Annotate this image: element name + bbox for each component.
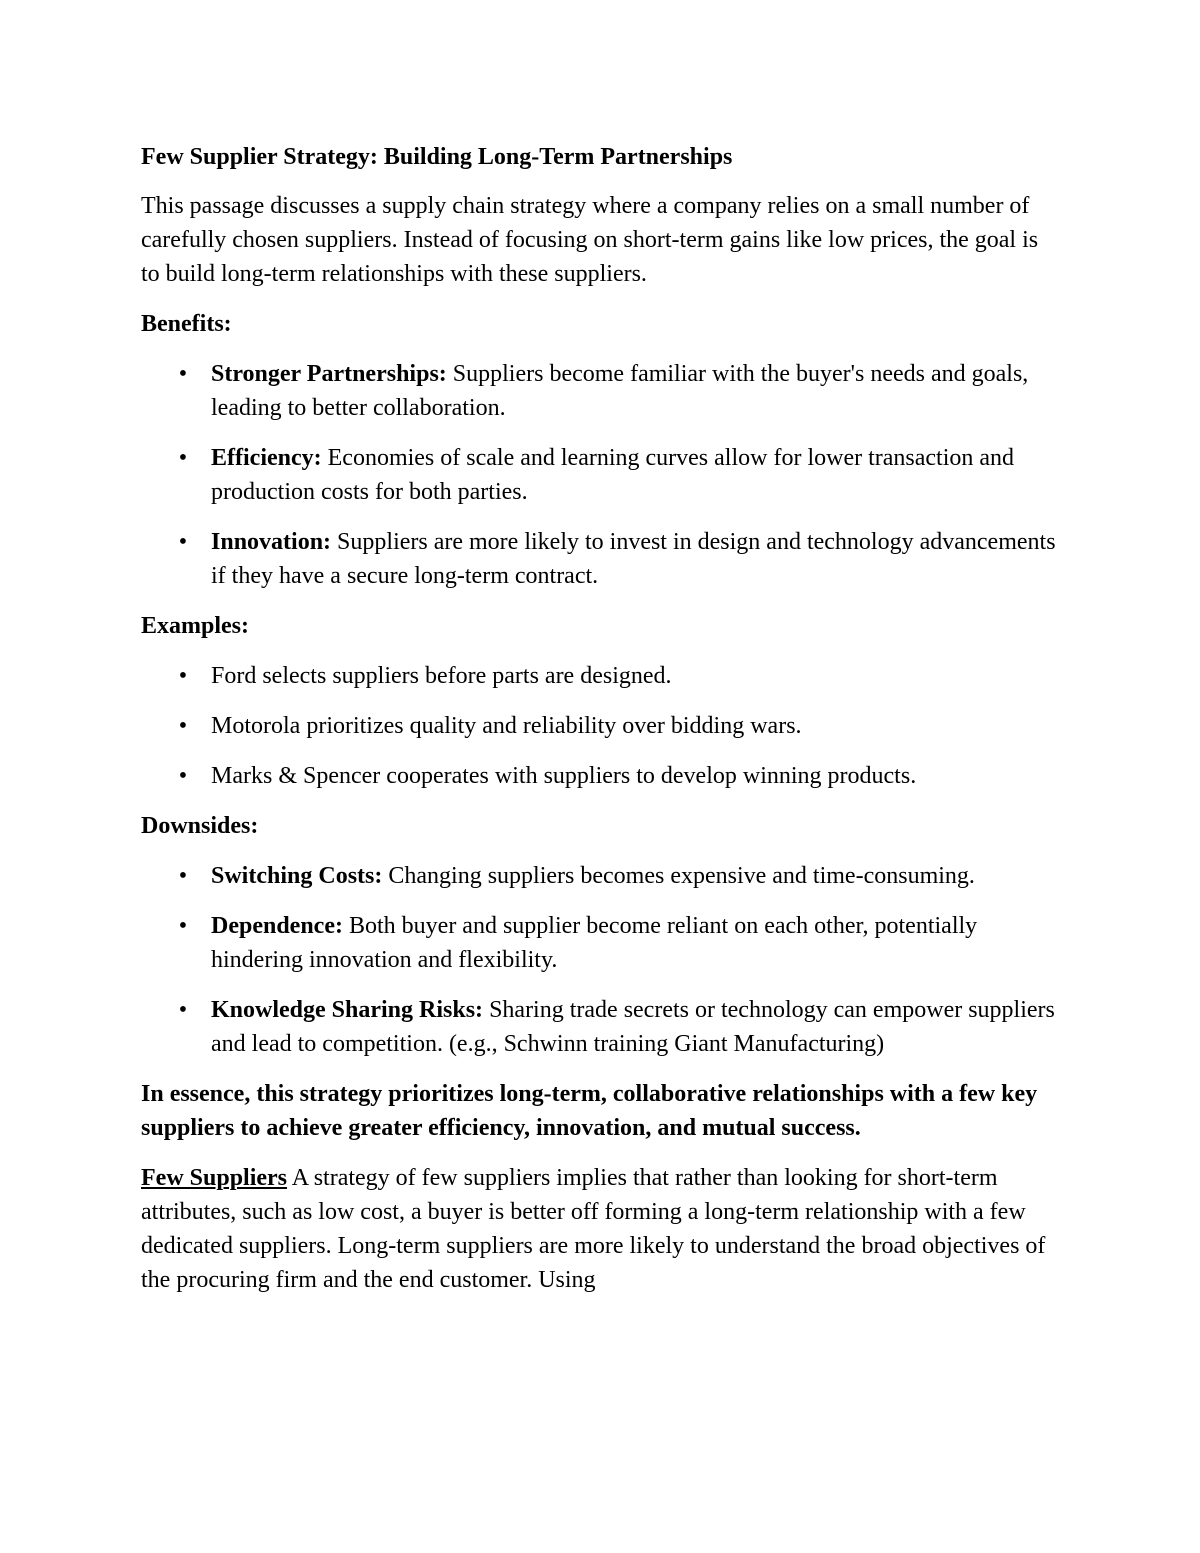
example-text: Marks & Spencer cooperates with suppliers to develop winning products. (211, 763, 917, 789)
bullet-icon: • (178, 529, 188, 555)
closing-paragraph (141, 1161, 1061, 1297)
list-item (141, 441, 1061, 509)
benefit-term: Stronger Partnerships: (211, 361, 447, 387)
bullet-icon: • (178, 763, 188, 789)
bullet-icon: • (178, 445, 188, 471)
benefits-list (141, 357, 1061, 593)
benefit-text: Economies of scale and learning curves allow for lower transaction and production costs for both parties. (211, 445, 1015, 505)
list-item (141, 709, 1061, 743)
bullet-icon: • (178, 713, 188, 739)
downside-term: Dependence: (211, 913, 343, 939)
benefit-term: Innovation: (211, 529, 332, 555)
list-item (141, 993, 1061, 1061)
bullet-icon: • (178, 663, 188, 689)
benefit-text: Suppliers are more likely to invest in design and technology advancements if they have a secure long-term contract. (211, 529, 1056, 589)
list-item (141, 525, 1061, 593)
bullet-icon: • (178, 361, 188, 387)
bullet-icon: • (178, 863, 188, 889)
closing-term: Few Suppliers (141, 1165, 288, 1191)
downside-term: Switching Costs: (211, 863, 383, 889)
example-text: Ford selects suppliers before parts are designed. (211, 663, 672, 689)
downside-text: Both buyer and supplier become reliant on each other, potentially hindering innovation and flexibility. (211, 913, 978, 973)
downside-text: Changing suppliers becomes expensive and time-consuming. (382, 863, 975, 889)
list-item (141, 659, 1061, 693)
closing-text: A strategy of few suppliers implies that rather than looking for short-term attributes, such as low cost, a buyer is better off forming a long-term relationship with a few dedicated suppliers. Long-term suppliers are more likely to understand the broad objectives of the procuring firm and the end customer. Using (141, 1165, 1046, 1293)
benefit-text: Suppliers become familiar with the buyer's needs and goals, leading to better collaboration. (211, 361, 1029, 421)
downsides-heading: Downsides: (141, 813, 259, 839)
document-title: Few Supplier Strategy: Building Long-Term Partnerships (141, 144, 733, 170)
bullet-icon: • (178, 997, 188, 1023)
benefit-term: Efficiency: (211, 445, 322, 471)
list-item (141, 909, 1061, 977)
list-item (141, 859, 1061, 893)
bullet-icon: • (178, 913, 188, 939)
examples-heading: Examples: (141, 613, 249, 639)
summary-paragraph: In essence, this strategy prioritizes long-term, collaborative relationships with a few key suppliers to achieve greater efficiency, innovation, and mutual success. (141, 1081, 1038, 1141)
examples-list (141, 659, 1061, 793)
example-text: Motorola prioritizes quality and reliability over bidding wars. (211, 713, 802, 739)
list-item (141, 759, 1061, 793)
intro-paragraph: This passage discusses a supply chain strategy where a company relies on a small number of carefully chosen suppliers. Instead of focusing on short-term gains like low prices, the goal is to build long-term relationships with these suppliers. (141, 193, 1039, 287)
downside-text: Sharing trade secrets or technology can empower suppliers and lead to competition. (e.g., Schwinn training Giant Manufacturing) (211, 997, 1055, 1057)
list-item (141, 357, 1061, 425)
benefits-heading: Benefits: (141, 311, 232, 337)
downside-term: Knowledge Sharing Risks: (211, 997, 484, 1023)
document-page (141, 140, 1061, 1313)
downsides-list (141, 859, 1061, 1061)
